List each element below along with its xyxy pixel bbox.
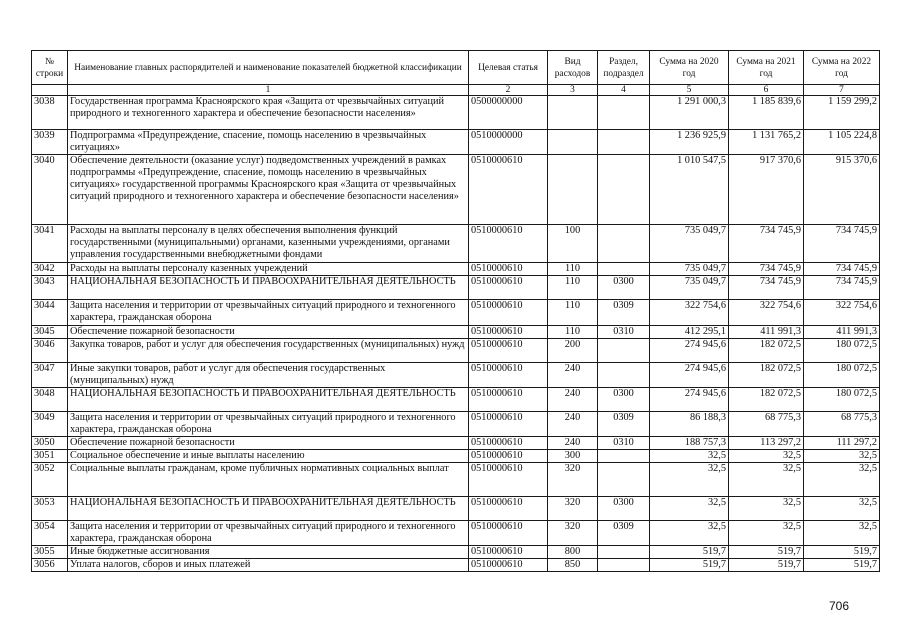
row-sum-2020: 519,7 <box>650 546 729 559</box>
row-number: 3055 <box>32 546 68 559</box>
table-row <box>32 339 880 363</box>
row-section: 0309 <box>598 521 650 546</box>
column-number: 1 <box>68 85 469 96</box>
table-row <box>32 559 880 572</box>
row-section <box>598 463 650 497</box>
row-expense-kind <box>548 96 598 130</box>
row-section: 0310 <box>598 437 650 450</box>
row-section: 0300 <box>598 276 650 300</box>
table-row <box>32 412 880 437</box>
row-sum-2021: 32,5 <box>729 450 804 463</box>
row-sum-2020: 274 945,6 <box>650 363 729 388</box>
row-sum-2020: 735 049,7 <box>650 225 729 263</box>
row-expense-kind: 100 <box>548 225 598 263</box>
row-number: 3039 <box>32 130 68 155</box>
row-target-article: 0510000610 <box>469 326 548 339</box>
row-number: 3040 <box>32 155 68 225</box>
column-number: 5 <box>650 85 729 96</box>
row-sum-2020: 519,7 <box>650 559 729 572</box>
row-number: 3053 <box>32 497 68 521</box>
row-sum-2022: 519,7 <box>804 559 880 572</box>
row-section: 0310 <box>598 326 650 339</box>
row-sum-2020: 274 945,6 <box>650 339 729 363</box>
row-section <box>598 339 650 363</box>
row-sum-2020: 322 754,6 <box>650 300 729 326</box>
row-sum-2020: 1 010 547,5 <box>650 155 729 225</box>
row-sum-2022: 1 159 299,2 <box>804 96 880 130</box>
row-sum-2020: 735 049,7 <box>650 263 729 276</box>
table-row <box>32 437 880 450</box>
table-row <box>32 155 880 225</box>
row-sum-2020: 1 291 000,3 <box>650 96 729 130</box>
row-sum-2022: 180 072,5 <box>804 363 880 388</box>
row-number: 3052 <box>32 463 68 497</box>
row-sum-2022: 1 105 224,8 <box>804 130 880 155</box>
row-name: Обеспечение пожарной безопасности <box>68 437 469 450</box>
row-section <box>598 450 650 463</box>
row-target-article: 0510000000 <box>469 130 548 155</box>
row-target-article: 0510000610 <box>469 497 548 521</box>
table-body <box>32 96 880 572</box>
row-target-article: 0510000610 <box>469 546 548 559</box>
row-expense-kind: 240 <box>548 437 598 450</box>
row-name: Иные бюджетные ассигнования <box>68 546 469 559</box>
table-row <box>32 130 880 155</box>
row-sum-2020: 274 945,6 <box>650 388 729 412</box>
table-row <box>32 363 880 388</box>
row-sum-2022: 32,5 <box>804 450 880 463</box>
row-sum-2021: 734 745,9 <box>729 276 804 300</box>
row-number: 3043 <box>32 276 68 300</box>
row-sum-2022: 32,5 <box>804 463 880 497</box>
row-sum-2021: 322 754,6 <box>729 300 804 326</box>
row-section: 0300 <box>598 388 650 412</box>
budget-table-container <box>31 50 880 572</box>
budget-table <box>31 50 880 572</box>
column-number: 2 <box>469 85 548 96</box>
row-target-article: 0510000610 <box>469 559 548 572</box>
column-number: 7 <box>804 85 880 96</box>
row-expense-kind: 800 <box>548 546 598 559</box>
row-name: Социальные выплаты гражданам, кроме публичных нормативных социальных выплат <box>68 463 469 497</box>
column-number-row <box>32 85 880 96</box>
row-section <box>598 263 650 276</box>
row-name: Расходы на выплаты персоналу в целях обеспечения выполнения функций государственными (муниципальными) органами, казенными учреждениями, органами управления государственными внебюджетными фондами <box>68 225 469 263</box>
table-row <box>32 225 880 263</box>
row-number: 3046 <box>32 339 68 363</box>
row-number: 3038 <box>32 96 68 130</box>
row-sum-2020: 412 295,1 <box>650 326 729 339</box>
row-sum-2022: 734 745,9 <box>804 263 880 276</box>
row-section <box>598 96 650 130</box>
table-row <box>32 263 880 276</box>
row-name: Социальное обеспечение и иные выплаты населению <box>68 450 469 463</box>
table-row <box>32 326 880 339</box>
row-name: Закупка товаров, работ и услуг для обеспечения государственных (муниципальных) нужд <box>68 339 469 363</box>
row-sum-2021: 734 745,9 <box>729 225 804 263</box>
row-number: 3051 <box>32 450 68 463</box>
header-target-article: Целевая статья <box>469 51 548 85</box>
row-sum-2022: 180 072,5 <box>804 339 880 363</box>
row-number: 3041 <box>32 225 68 263</box>
page-number: 706 <box>829 599 850 613</box>
row-section: 0309 <box>598 300 650 326</box>
row-expense-kind <box>548 155 598 225</box>
column-number: 6 <box>729 85 804 96</box>
row-section <box>598 363 650 388</box>
table-row <box>32 450 880 463</box>
row-target-article: 0510000610 <box>469 339 548 363</box>
row-sum-2022: 322 754,6 <box>804 300 880 326</box>
row-sum-2021: 411 991,3 <box>729 326 804 339</box>
table-row <box>32 463 880 497</box>
row-expense-kind: 240 <box>548 412 598 437</box>
row-sum-2021: 68 775,3 <box>729 412 804 437</box>
row-target-article: 0510000610 <box>469 263 548 276</box>
column-number <box>32 85 68 96</box>
row-sum-2021: 32,5 <box>729 497 804 521</box>
row-sum-2020: 32,5 <box>650 521 729 546</box>
row-sum-2022: 411 991,3 <box>804 326 880 339</box>
row-target-article: 0510000610 <box>469 300 548 326</box>
row-expense-kind: 110 <box>548 326 598 339</box>
row-sum-2020: 32,5 <box>650 450 729 463</box>
row-sum-2021: 519,7 <box>729 559 804 572</box>
row-sum-2022: 734 745,9 <box>804 225 880 263</box>
row-section: 0309 <box>598 412 650 437</box>
row-target-article: 0510000610 <box>469 225 548 263</box>
row-name: Уплата налогов, сборов и иных платежей <box>68 559 469 572</box>
row-sum-2020: 32,5 <box>650 463 729 497</box>
header-row <box>32 51 880 85</box>
row-expense-kind <box>548 130 598 155</box>
row-number: 3054 <box>32 521 68 546</box>
row-target-article: 0510000610 <box>469 276 548 300</box>
row-name: НАЦИОНАЛЬНАЯ БЕЗОПАСНОСТЬ И ПРАВООХРАНИТЕЛЬНАЯ ДЕЯТЕЛЬНОСТЬ <box>68 276 469 300</box>
row-target-article: 0500000000 <box>469 96 548 130</box>
row-name: НАЦИОНАЛЬНАЯ БЕЗОПАСНОСТЬ И ПРАВООХРАНИТЕЛЬНАЯ ДЕЯТЕЛЬНОСТЬ <box>68 388 469 412</box>
row-sum-2020: 32,5 <box>650 497 729 521</box>
row-sum-2020: 188 757,3 <box>650 437 729 450</box>
row-sum-2021: 32,5 <box>729 463 804 497</box>
row-number: 3049 <box>32 412 68 437</box>
row-expense-kind: 320 <box>548 497 598 521</box>
row-target-article: 0510000610 <box>469 437 548 450</box>
header-sum-2022: Сумма на 2022 год <box>804 51 880 85</box>
row-section <box>598 130 650 155</box>
row-section <box>598 155 650 225</box>
row-name: Обеспечение пожарной безопасности <box>68 326 469 339</box>
row-number: 3042 <box>32 263 68 276</box>
row-number: 3047 <box>32 363 68 388</box>
row-sum-2022: 519,7 <box>804 546 880 559</box>
row-sum-2021: 1 131 765,2 <box>729 130 804 155</box>
row-sum-2021: 734 745,9 <box>729 263 804 276</box>
row-expense-kind: 240 <box>548 363 598 388</box>
table-row <box>32 300 880 326</box>
row-sum-2022: 111 297,2 <box>804 437 880 450</box>
row-name: Защита населения и территории от чрезвычайных ситуаций природного и техногенного характера, гражданская оборона <box>68 412 469 437</box>
row-number: 3045 <box>32 326 68 339</box>
row-target-article: 0510000610 <box>469 463 548 497</box>
row-sum-2020: 86 188,3 <box>650 412 729 437</box>
row-sum-2022: 68 775,3 <box>804 412 880 437</box>
row-name: Защита населения и территории от чрезвычайных ситуаций природного и техногенного характера, гражданская оборона <box>68 300 469 326</box>
row-expense-kind: 240 <box>548 388 598 412</box>
row-name: Подпрограмма «Предупреждение, спасение, помощь населению в чрезвычайных ситуациях» <box>68 130 469 155</box>
row-sum-2022: 915 370,6 <box>804 155 880 225</box>
row-sum-2021: 32,5 <box>729 521 804 546</box>
row-sum-2021: 182 072,5 <box>729 339 804 363</box>
row-expense-kind: 300 <box>548 450 598 463</box>
row-sum-2021: 113 297,2 <box>729 437 804 450</box>
row-number: 3056 <box>32 559 68 572</box>
row-name: Иные закупки товаров, работ и услуг для обеспечения государственных (муниципальных) нужд <box>68 363 469 388</box>
row-target-article: 0510000610 <box>469 363 548 388</box>
row-section: 0300 <box>598 497 650 521</box>
row-name: Обеспечение деятельности (оказание услуг) подведомственных учреждений в рамках подпрограммы «Предупреждение, спасение, помощь населению в чрезвычайных ситуациях» государственной программы Красноярского края «Защита от чрезвычайных ситуаций природного и техногенного характера и обеспечение безопасности населения» <box>68 155 469 225</box>
row-target-article: 0510000610 <box>469 450 548 463</box>
row-expense-kind: 200 <box>548 339 598 363</box>
row-sum-2022: 32,5 <box>804 497 880 521</box>
table-row <box>32 497 880 521</box>
row-sum-2021: 1 185 839,6 <box>729 96 804 130</box>
row-expense-kind: 320 <box>548 463 598 497</box>
row-target-article: 0510000610 <box>469 521 548 546</box>
header-name: Наименование главных распорядителей и наименование показателей бюджетной классификации <box>68 51 469 85</box>
row-sum-2021: 182 072,5 <box>729 388 804 412</box>
row-sum-2020: 1 236 925,9 <box>650 130 729 155</box>
row-name: Защита населения и территории от чрезвычайных ситуаций природного и техногенного характера, гражданская оборона <box>68 521 469 546</box>
row-name: НАЦИОНАЛЬНАЯ БЕЗОПАСНОСТЬ И ПРАВООХРАНИТЕЛЬНАЯ ДЕЯТЕЛЬНОСТЬ <box>68 497 469 521</box>
row-expense-kind: 110 <box>548 276 598 300</box>
column-number: 4 <box>598 85 650 96</box>
row-number: 3050 <box>32 437 68 450</box>
row-sum-2021: 917 370,6 <box>729 155 804 225</box>
header-expense-kind: Вид расходов <box>548 51 598 85</box>
row-number: 3048 <box>32 388 68 412</box>
table-row <box>32 96 880 130</box>
row-sum-2020: 735 049,7 <box>650 276 729 300</box>
row-section <box>598 559 650 572</box>
row-target-article: 0510000610 <box>469 388 548 412</box>
header-section: Раздел, подраздел <box>598 51 650 85</box>
row-section <box>598 225 650 263</box>
row-sum-2022: 32,5 <box>804 521 880 546</box>
row-expense-kind: 110 <box>548 300 598 326</box>
column-number: 3 <box>548 85 598 96</box>
row-sum-2021: 182 072,5 <box>729 363 804 388</box>
row-number: 3044 <box>32 300 68 326</box>
header-row-number: № строки <box>32 51 68 85</box>
row-section <box>598 546 650 559</box>
table-row <box>32 388 880 412</box>
table-row <box>32 276 880 300</box>
table-row <box>32 546 880 559</box>
header-sum-2021: Сумма на 2021 год <box>729 51 804 85</box>
row-sum-2022: 180 072,5 <box>804 388 880 412</box>
table-row <box>32 521 880 546</box>
row-sum-2022: 734 745,9 <box>804 276 880 300</box>
row-expense-kind: 110 <box>548 263 598 276</box>
row-sum-2021: 519,7 <box>729 546 804 559</box>
row-target-article: 0510000610 <box>469 412 548 437</box>
row-expense-kind: 320 <box>548 521 598 546</box>
row-target-article: 0510000610 <box>469 155 548 225</box>
header-sum-2020: Сумма на 2020 год <box>650 51 729 85</box>
row-name: Расходы на выплаты персоналу казенных учреждений <box>68 263 469 276</box>
row-expense-kind: 850 <box>548 559 598 572</box>
row-name: Государственная программа Красноярского края «Защита от чрезвычайных ситуаций природного и техногенного характера и обеспечение безопасности населения» <box>68 96 469 130</box>
